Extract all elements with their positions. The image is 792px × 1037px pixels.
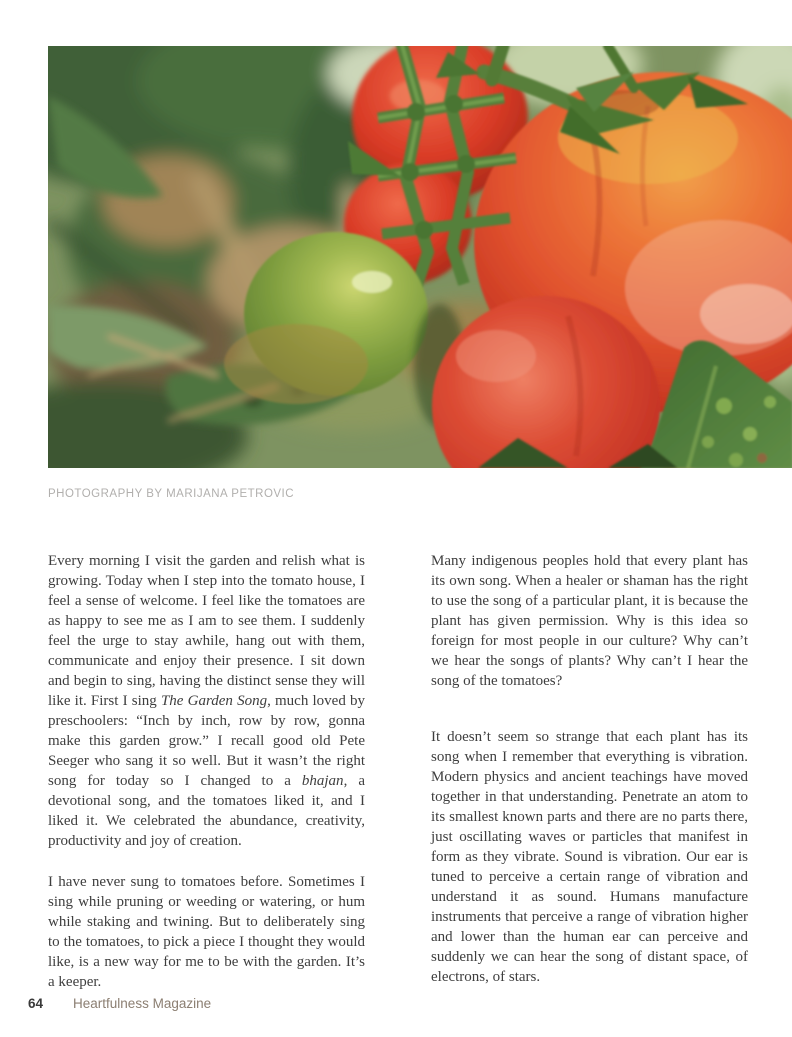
photo-credit: PHOTOGRAPHY BY MARIJANA PETROVIC <box>48 488 295 500</box>
text-column-right <box>431 551 748 992</box>
page-footer <box>28 996 211 1011</box>
text-column-left <box>48 551 365 992</box>
page-number: 64 <box>28 996 44 1011</box>
magazine-name: Heartfulness Magazine <box>73 996 212 1011</box>
tomato-garden-photo <box>48 46 792 468</box>
paragraph: Many indigenous peoples hold that every plant has its own song. When a healer or shaman has the right to use the song of a particular plant, it is because the plant has given permission. Why is this idea so foreign for most people in our culture? Why can’t we hear the songs of plants? Why can’t I hear the song of the tomatoes? <box>431 553 748 689</box>
paragraph: It doesn’t seem so strange that each plant has its song when I remember that everything is vibration. Modern physics and ancient teachings have moved together in that understanding. Penetrate an atom to its smallest known parts and there are no parts there, just oscillating waves or particles that manifest in form as they vibrate. Sound is vibration. Our ear is tuned to perceive a certain range of vibration and understand it as sound. Humans manufacture instruments that perceive a range of vibration higher and lower than the human ear can perceive and suddenly we can hear the song of distant space, of electrons, of stars. <box>431 729 748 985</box>
paragraph: I have never sung to tomatoes before. Sometimes I sing while pruning or weeding or watering, or hum while staking and twining. But to deliberately sing to the tomatoes, to pick a piece I thought they would like, is a new way for me to be with the garden. It’s a keeper. <box>48 874 365 990</box>
article-body <box>48 551 748 992</box>
paragraph: Every morning I visit the garden and relish what is growing. Today when I step into the tomato house, I feel a sense of welcome. I feel like the tomatoes are as happy to see me as I am to see them. I suddenly feel the urge to stay awhile, hang out with them, communicate and enjoy their presence. I sit down and begin to sing, having the distinct sense they will like it. First I sing The Garden Song, much loved by preschoolers: “Inch by inch, row by row, gonna make this garden grow.” I recall good old Pete Seeger who sang it so well. But it wasn’t the right song for today so I changed to a bhajan, a devotional song, and the tomatoes liked it, and I liked it. We celebrated the abundance, creativity, productivity and joy of creation. <box>48 553 365 849</box>
tomato-garden-illustration <box>48 46 792 468</box>
